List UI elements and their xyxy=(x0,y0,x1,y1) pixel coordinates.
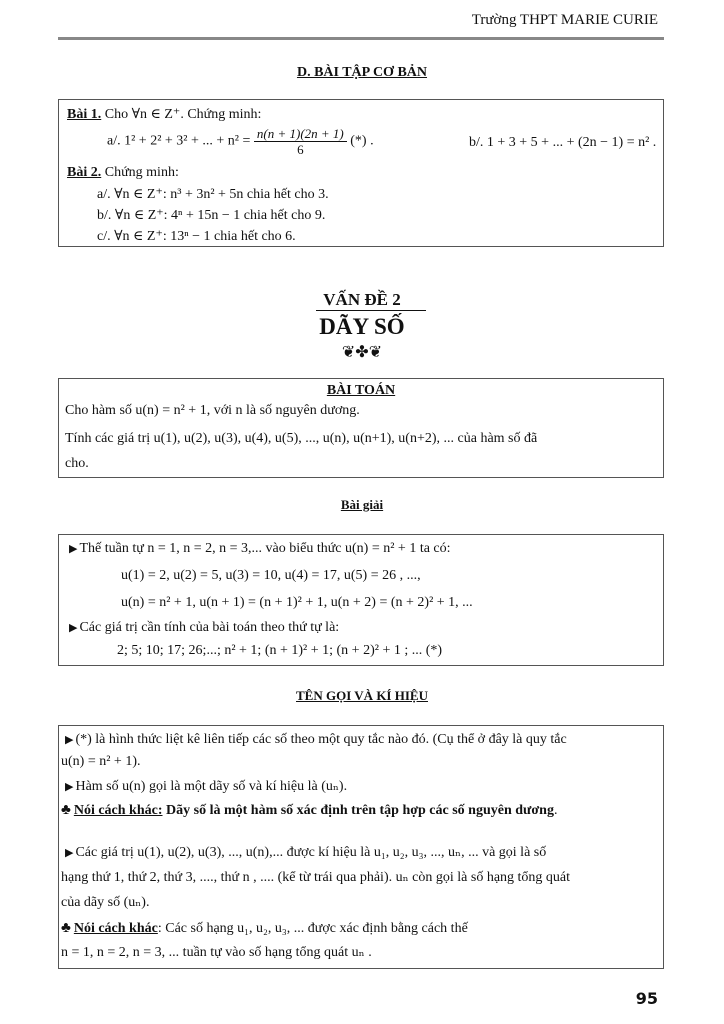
solution-line-5: 2; 5; 10; 17; 26;...; n² + 1; (n + 1)² + 1; (n + 2)² + 1 ; ... (*) xyxy=(117,643,443,658)
bai1-a-line xyxy=(107,126,374,157)
names-title: TÊN GỌI VÀ KÍ HIỆU xyxy=(296,688,428,703)
problem-title: BÀI TOÁN xyxy=(326,383,396,398)
names-p5b: n = 1, n = 2, n = 3, ... tuần tự vào số hạng tổng quát uₙ . xyxy=(61,945,372,960)
problem-box xyxy=(58,378,664,478)
solution-line-2: u(1) = 2, u(2) = 5, u(3) = 10, u(4) = 17, u(5) = 26 , ..., xyxy=(121,568,421,583)
names-p2 xyxy=(65,778,347,795)
solution-line-4-text: Các giá trị cần tính của bài toán theo thứ tự là: xyxy=(79,620,340,635)
bai2-label: Bài 2. xyxy=(67,165,102,180)
bai1-b: b/. 1 + 3 + 5 + ... + (2n − 1) = n² . xyxy=(469,135,657,150)
header-school: Trường THPT MARIE CURIE xyxy=(471,12,658,28)
names-p2-text: Hàm số u(n) gọi là một dãy số và kí hiệu là (uₙ). xyxy=(75,779,348,794)
names-p4a xyxy=(65,844,546,861)
triangle-bullet-icon: ▶ xyxy=(69,543,78,555)
solution-line-4 xyxy=(69,620,339,636)
names-p5a-text: : Các số hạng u₁, u₂, u₃, ... được xác định bằng cách thế xyxy=(157,921,468,936)
names-box xyxy=(58,725,664,969)
solution-line-1-text: Thế tuần tự n = 1, n = 2, n = 3,... vào biểu thức u(n) = n² + 1 ta có: xyxy=(79,541,451,556)
names-p1a-text: (*) là hình thức liệt kê liên tiếp các số theo một quy tắc nào đó. (Cụ thể ở đây là quy tắc xyxy=(75,732,567,747)
header-rule xyxy=(58,37,664,40)
club-bullet-icon: ♣ xyxy=(61,920,71,936)
problem-line-1: Cho hàm số u(n) = n² + 1, với n là số nguyên dương. xyxy=(65,403,360,418)
page-number: 95 xyxy=(635,989,658,1008)
names-p5-label: Nói cách khác xyxy=(73,921,158,936)
names-p3 xyxy=(61,802,557,819)
bai1-a-denominator: 6 xyxy=(297,142,304,157)
bai2-intro-line xyxy=(67,165,179,181)
chapter-rule xyxy=(316,310,426,311)
bai1-a-label: a/. xyxy=(107,133,121,149)
names-p3-label: Nói cách khác: xyxy=(73,803,163,818)
exercise-box xyxy=(58,99,664,247)
bai1-a-numerator: n(n + 1)(2n + 1) xyxy=(254,126,347,142)
section-d-title: D. BÀI TẬP CƠ BẢN xyxy=(296,65,428,80)
bai1-a-fraction xyxy=(254,126,347,157)
club-bullet-icon: ♣ xyxy=(61,802,71,818)
bai2-b: b/. ∀n ∈ Z⁺: 4ⁿ + 15n − 1 chia hết cho 9. xyxy=(97,208,326,223)
bai1-label: Bài 1. xyxy=(67,107,102,122)
triangle-bullet-icon: ▶ xyxy=(69,622,78,634)
chapter-kicker: VẤN ĐỀ 2 xyxy=(323,290,401,309)
names-p4a-text: Các giá trị u(1), u(2), u(3), ..., u(n),... được kí hiệu là u₁, u₂, u₃, ..., uₙ, ... và gọi là số xyxy=(75,845,547,860)
names-p3-text: Dãy số là một hàm số xác định trên tập hợp các số nguyên dương xyxy=(166,803,554,818)
solution-box xyxy=(58,534,664,666)
solution-title: Bài giải xyxy=(340,497,384,512)
names-p1a xyxy=(65,732,567,748)
bai1-a-lhs: 1² + 2² + 3² + ... + n² = xyxy=(124,133,251,149)
names-p3-end: . xyxy=(553,803,558,818)
names-p1b: u(n) = n² + 1). xyxy=(61,754,141,769)
chapter-title: DÃY SỐ xyxy=(319,314,405,339)
problem-line-3: cho. xyxy=(65,456,89,471)
solution-line-3: u(n) = n² + 1, u(n + 1) = (n + 1)² + 1, u(n + 2) = (n + 2)² + 1, ... xyxy=(121,595,473,610)
bai2-a: a/. ∀n ∈ Z⁺: n³ + 3n² + 5n chia hết cho 3. xyxy=(97,187,329,202)
bai1-intro-line xyxy=(67,106,261,123)
names-p5a xyxy=(61,920,468,937)
triangle-bullet-icon: ▶ xyxy=(65,781,74,793)
names-p4b: hạng thứ 1, thứ 2, thứ 3, ...., thứ n , .... (kể từ trái qua phải). uₙ còn gọi là số hạng tổng quát xyxy=(61,870,571,885)
bai1-a-star: (*) . xyxy=(350,133,374,149)
bai1-intro: Cho ∀n ∈ Z⁺. Chứng minh: xyxy=(104,107,262,122)
triangle-bullet-icon: ▶ xyxy=(65,847,74,859)
problem-line-2: Tính các giá trị u(1), u(2), u(3), u(4), u(5), ..., u(n), u(n+1), u(n+2), ... của hàm số đã xyxy=(65,431,538,446)
solution-line-1 xyxy=(69,541,451,557)
chapter-ornament: ❦✤❦ xyxy=(341,344,383,361)
triangle-bullet-icon: ▶ xyxy=(65,734,74,746)
names-p4c: của dãy số (uₙ). xyxy=(61,895,150,910)
bai2-c: c/. ∀n ∈ Z⁺: 13ⁿ − 1 chia hết cho 6. xyxy=(97,229,296,244)
bai2-intro: Chứng minh: xyxy=(104,165,179,180)
